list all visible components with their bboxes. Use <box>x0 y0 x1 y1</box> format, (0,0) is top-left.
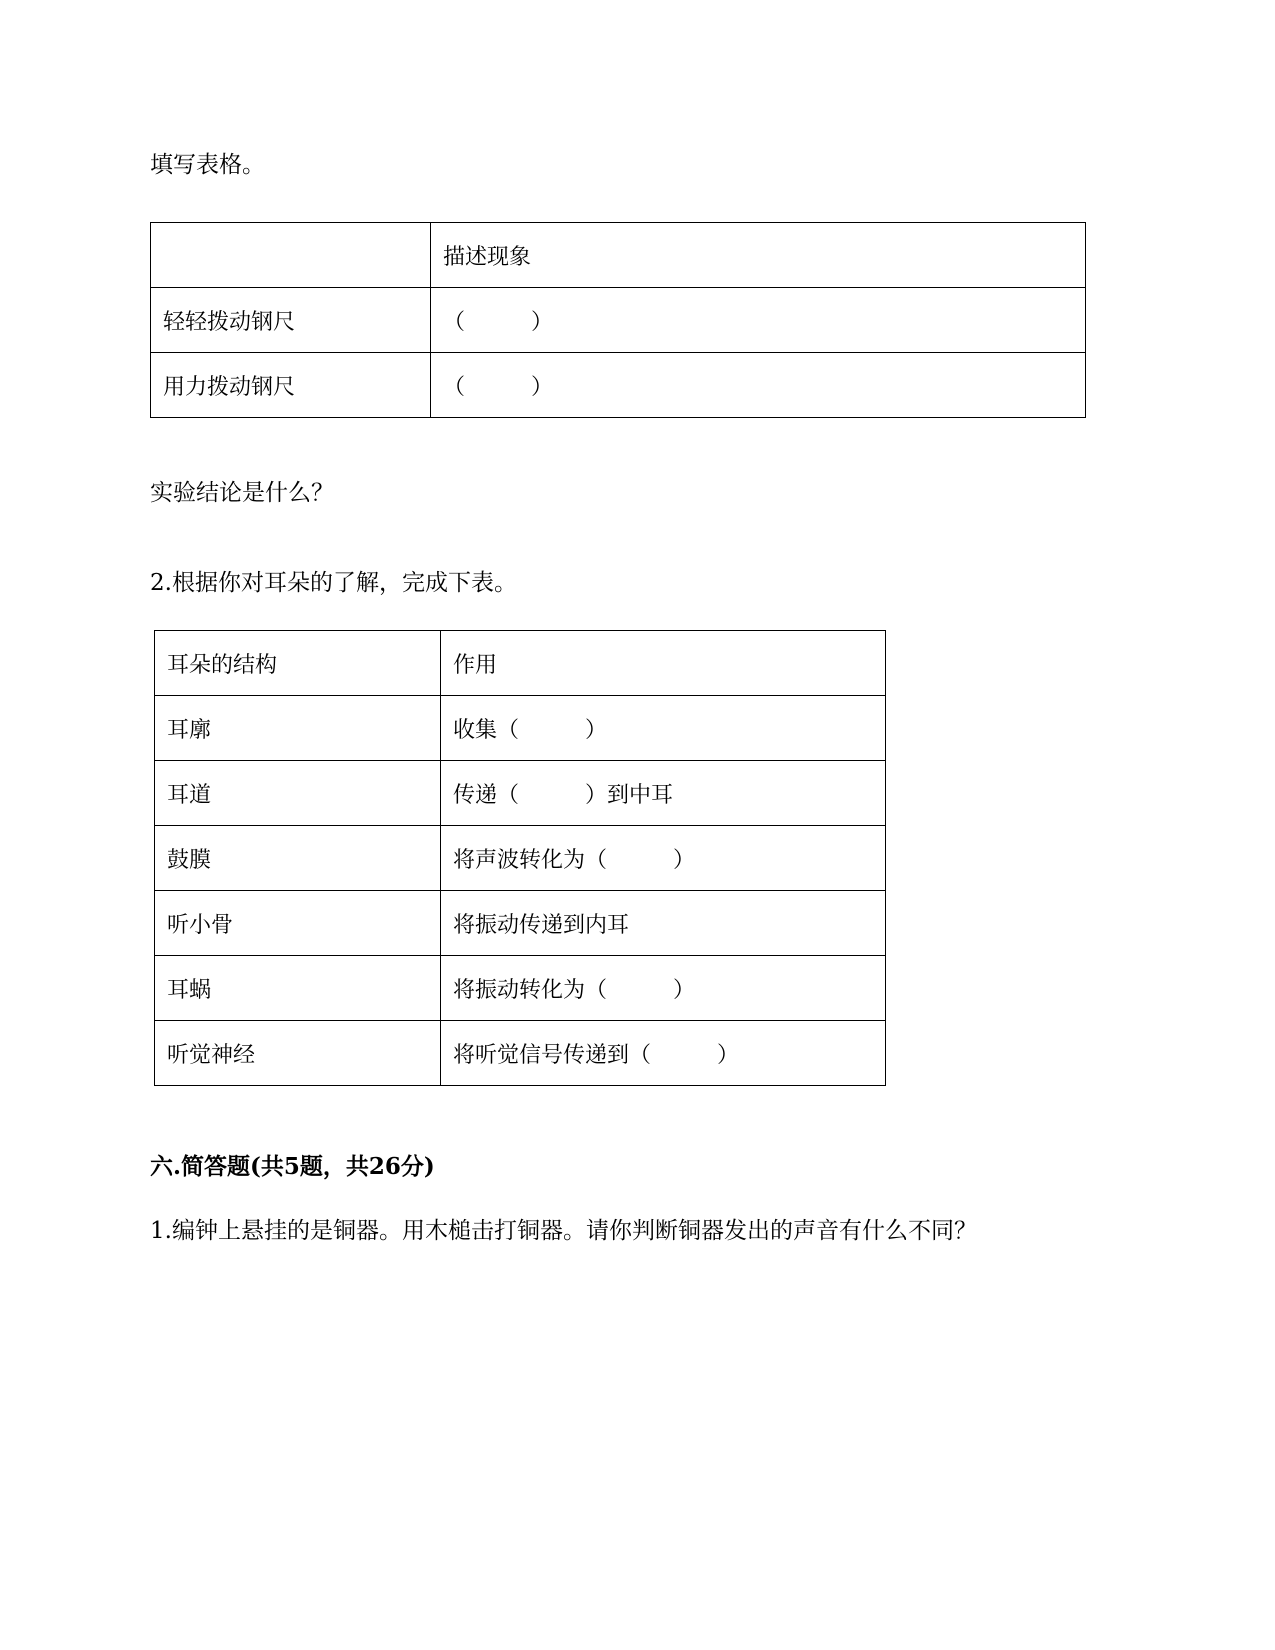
answer-blank-cell[interactable]: 将听觉信号传递到（ ） <box>441 1021 886 1086</box>
answer-blank-cell[interactable]: 将振动转化为（ ） <box>441 956 886 1021</box>
answer-blank-cell[interactable]: （ ） <box>431 288 1086 353</box>
table-cell: 鼓膜 <box>155 826 441 891</box>
table-header-cell: 作用 <box>441 631 886 696</box>
answer-blank-cell[interactable]: （ ） <box>431 353 1086 418</box>
answer-blank-cell[interactable]: 传递（ ）到中耳 <box>441 761 886 826</box>
section-heading: 六.简答题(共5题，共26分) <box>150 1153 435 1180</box>
table-cell: 耳廓 <box>155 696 441 761</box>
table-row <box>155 696 886 761</box>
table-header-row <box>155 631 886 696</box>
table-cell: 用力拨动钢尺 <box>151 353 431 418</box>
table-row <box>155 826 886 891</box>
table-row <box>151 288 1086 353</box>
question-2: 2.根据你对耳朵的了解，完成下表。 <box>150 570 517 596</box>
table-header-row <box>151 223 1086 288</box>
intro-instruction: 填写表格。 <box>150 152 265 178</box>
table-header-cell <box>151 223 431 288</box>
phenomenon-table <box>150 222 1086 418</box>
ear-structure-table <box>154 630 886 1086</box>
table-row <box>155 891 886 956</box>
conclusion-question: 实验结论是什么？ <box>150 480 334 506</box>
table-cell: 听觉神经 <box>155 1021 441 1086</box>
table-header-cell: 描述现象 <box>431 223 1086 288</box>
table-row <box>155 761 886 826</box>
short-answer-question-1: 1.编钟上悬挂的是铜器。用木槌击打铜器。请你判断铜器发出的声音有什么不同？ <box>150 1218 977 1244</box>
table-cell: 耳道 <box>155 761 441 826</box>
table-cell: 耳蜗 <box>155 956 441 1021</box>
answer-blank-cell[interactable]: 收集（ ） <box>441 696 886 761</box>
table-row <box>155 956 886 1021</box>
table-cell: 听小骨 <box>155 891 441 956</box>
table-header-cell: 耳朵的结构 <box>155 631 441 696</box>
table-row <box>155 1021 886 1086</box>
table-cell: 将振动传递到内耳 <box>441 891 886 956</box>
table-cell: 轻轻拨动钢尺 <box>151 288 431 353</box>
table-row <box>151 353 1086 418</box>
answer-blank-cell[interactable]: 将声波转化为（ ） <box>441 826 886 891</box>
